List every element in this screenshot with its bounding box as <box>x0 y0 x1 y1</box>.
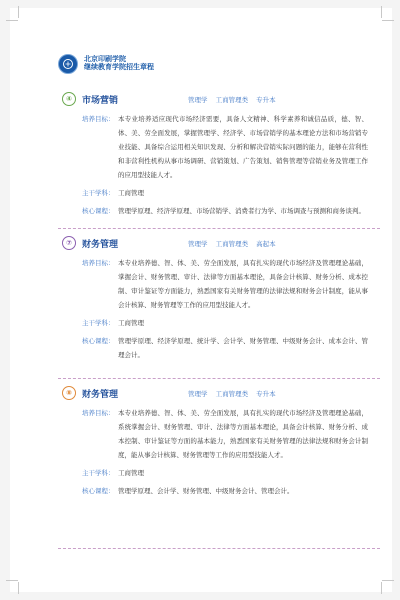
program-section-finance-1 <box>62 236 380 362</box>
document-header <box>58 54 154 74</box>
main-subject-label: 主干学科： <box>82 319 115 327</box>
goal-label: 培养目标： <box>82 259 115 267</box>
crop-mark <box>381 582 382 594</box>
main-subject-label: 主干学科： <box>82 189 115 197</box>
goal-text: 本专业培养德、智、体、美、劳全面发展，具有扎实的现代市场经济及管理理论基础，系统掌握会计、财务管理、审计、法律等方面基本理论，具备会计核算、财务分析、成本控制、审计鉴证等方面的基本能力，熟悉国家有关财务管理的法律法规和财务会计制度，能从事会计核算、财务管理等工作的应用型技能人才。 <box>118 409 368 459</box>
crop-mark <box>382 20 394 21</box>
core-courses-text: 管理学原理、经济学原理、统计学、会计学、财务管理、中级财务会计、成本会计、管理会计。 <box>118 337 368 359</box>
section-number-badge: ⑧ <box>62 386 76 400</box>
program-section-marketing <box>62 92 380 218</box>
core-courses-text: 管理学原理、经济学原理、市场营销学、消费者行为学、市场调查与预测和商务谈判。 <box>118 207 365 215</box>
goal-label: 培养目标： <box>82 409 115 417</box>
crop-mark <box>382 580 394 581</box>
main-subject-text: 工商管理 <box>118 319 144 327</box>
header-subtitle: 继续教育学院招生章程 <box>84 63 154 71</box>
tag-category: 工商管理类 <box>215 96 249 104</box>
section-divider <box>58 548 380 549</box>
tag-discipline: 管理学 <box>188 240 208 248</box>
program-title: 市场营销 <box>82 96 119 106</box>
section-divider <box>58 378 380 379</box>
section-number-badge: ④ <box>62 92 76 106</box>
tag-category: 工商管理类 <box>215 240 249 248</box>
program-tags <box>188 239 282 248</box>
main-subject-text: 工商管理 <box>118 189 144 197</box>
tag-discipline: 管理学 <box>188 96 208 104</box>
crop-mark <box>18 582 19 594</box>
crop-mark <box>6 20 18 21</box>
core-courses-label: 核心课程： <box>82 207 115 215</box>
goal-text: 本专业培养德、智、体、美、劳全面发展，具有扎实的现代市场经济及管理理论基础，掌握会计、财务管理、审计、法律等方面基本理论，具备会计核算、财务分析、成本控制、审计鉴证等方面能力，熟悉国家有关财务管理的法律法规和财务会计制度，能从事会计核算、财务管理等工作的应用型技能人才。 <box>118 259 368 309</box>
crop-mark <box>18 6 19 18</box>
core-courses-label: 核心课程： <box>82 487 115 495</box>
tag-level: 专升本 <box>256 390 276 398</box>
tag-level: 专升本 <box>256 96 276 104</box>
main-subject-label: 主干学科： <box>82 469 115 477</box>
section-divider <box>58 228 380 229</box>
tag-category: 工商管理类 <box>215 390 249 398</box>
program-tags <box>188 95 282 104</box>
program-section-finance-2 <box>62 386 380 498</box>
main-subject-text: 工商管理 <box>118 469 144 477</box>
goal-label: 培养目标： <box>82 115 115 123</box>
university-logo-icon <box>58 54 78 74</box>
header-title: 北京印刷学院 <box>84 55 126 64</box>
tag-level: 高起本 <box>256 240 276 248</box>
goal-text: 本专业培养适应现代市场经济需要，具备人文精神、科学素养和诚信品质，德、智、体、美、劳全面发展，掌握管理学、经济学、市场营销学的基本理论方法和市场营销专业技能、具备综合运用相关知识发现、分析和解决营销实际问题的能力，能够在营利性和非营利性机构从事市场调研、营销策划、广告策划、销售管理等营销业务及管理工作的应用型技能人才。 <box>118 115 368 179</box>
crop-mark <box>6 580 18 581</box>
core-courses-text: 管理学原理、会计学、财务管理、中级财务会计、管理会计。 <box>118 487 294 495</box>
crop-mark <box>381 6 382 18</box>
tag-discipline: 管理学 <box>188 390 208 398</box>
core-courses-label: 核心课程： <box>82 337 115 345</box>
program-title: 财务管理 <box>82 240 119 250</box>
program-title: 财务管理 <box>82 390 119 400</box>
section-number-badge: ⑦ <box>62 236 76 250</box>
program-tags <box>188 389 282 398</box>
